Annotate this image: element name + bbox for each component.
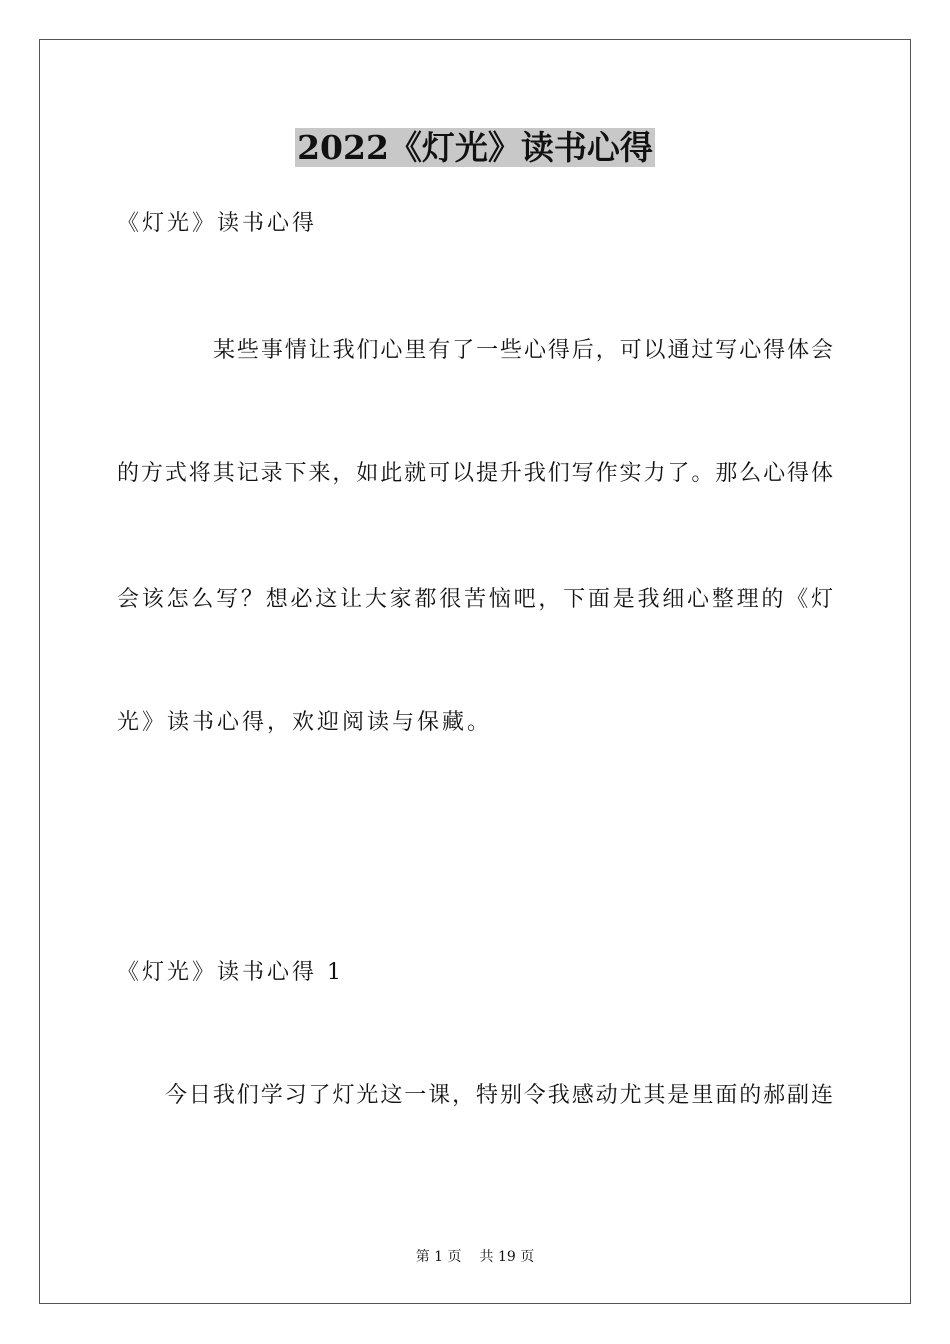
document-title <box>0 125 950 171</box>
document-subtitle: 《灯光》读书心得 <box>117 211 318 236</box>
intro-line-2: 的方式将其记录下来，如此就可以提升我们写作实力了。那么心得体 <box>117 461 833 486</box>
intro-line-1: 某些事情让我们心里有了一些心得后，可以通过写心得体会 <box>213 338 833 363</box>
page-footer <box>0 1247 950 1267</box>
document-title-text: 2022《灯光》读书心得 <box>297 128 653 167</box>
page-number: 第 1 页 <box>415 1249 462 1265</box>
intro-line-3: 会该怎么写？想必这让大家都很苦恼吧，下面是我细心整理的《灯 <box>117 587 833 612</box>
section-heading: 《灯光》读书心得 1 <box>117 960 344 985</box>
section-paragraph-line-1: 今日我们学习了灯光这一课，特别令我感动尤其是里面的郝副连 <box>165 1083 833 1108</box>
page-total: 共 19 页 <box>479 1249 535 1265</box>
intro-line-4: 光》读书心得，欢迎阅读与保藏。 <box>117 710 493 735</box>
